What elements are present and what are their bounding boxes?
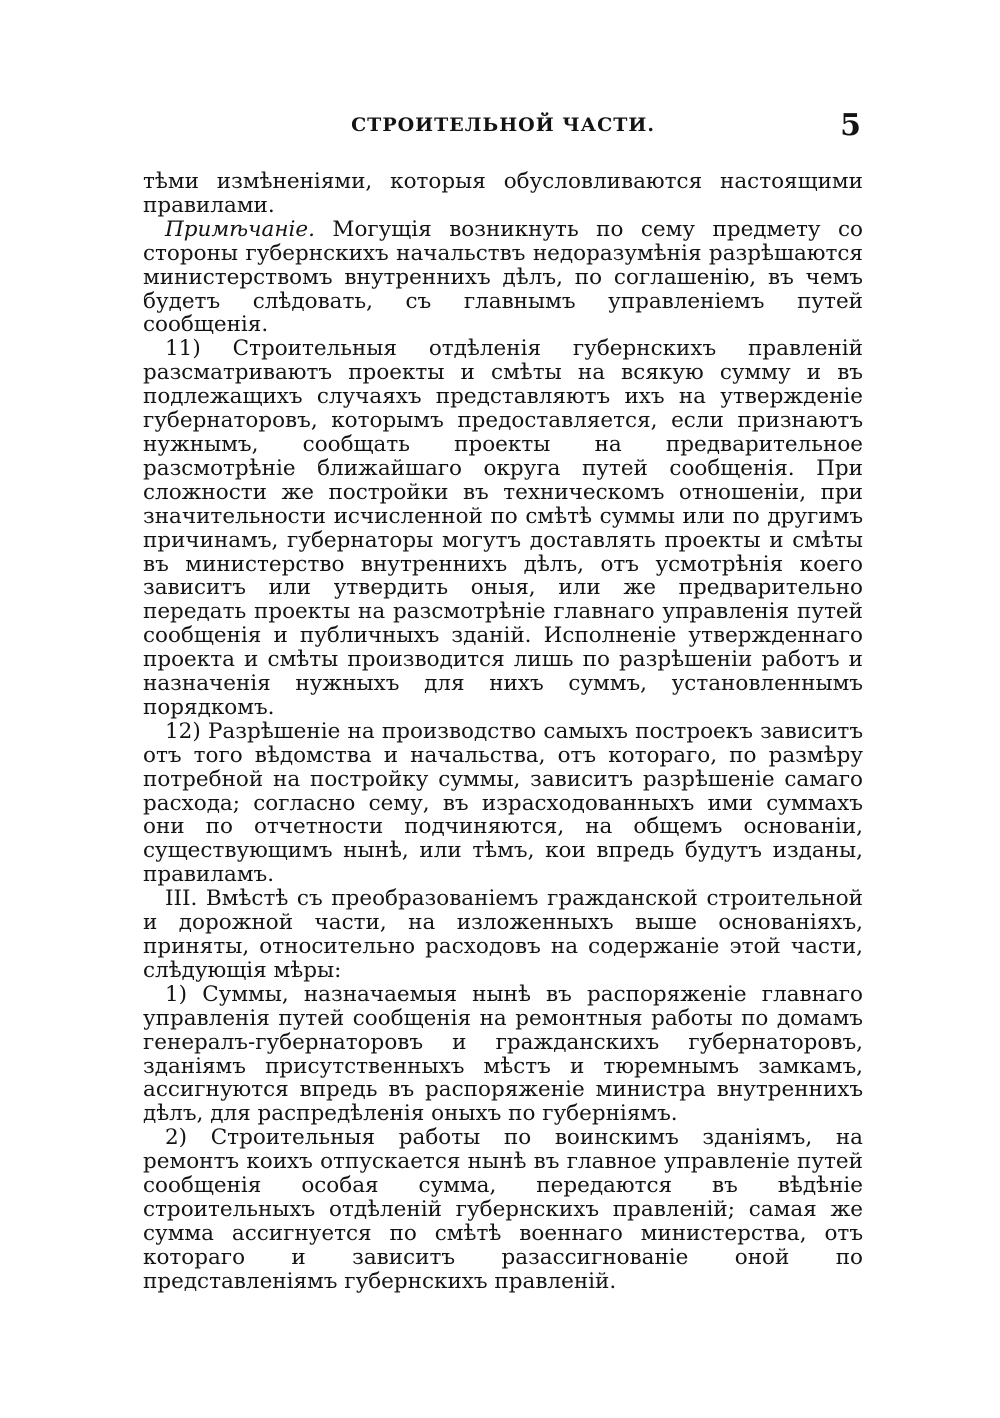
note-text: Могущія возникнуть по сему предмету со стороны губернскихъ начальствъ недоразумѣнія разрѣшаются министерствомъ внутреннихъ дѣлъ, по соглашенію, въ чемъ будетъ слѣдовать, съ главнымъ управленіемъ путей сообщенія. <box>143 216 863 338</box>
paragraph-III: III. Вмѣстѣ съ преобразованіемъ гражданской строительной и дорожной части, на изложенныхъ выше основаніяхъ, приняты, относительно расходовъ на содержаніе этой части, слѣдующія мѣры: <box>143 886 863 983</box>
running-head <box>143 108 863 148</box>
note-label: Примѣчаніе. <box>165 216 315 242</box>
paragraph-12: 12) Разрѣшеніе на производство самыхъ построекъ зависитъ отъ того вѣдомства и начальства, отъ котораго, по размѣру потребной на постройку суммы, зависитъ разрѣшеніе самаго расхода; согласно сему, въ израсходованныхъ ими суммахъ они по отчетности подчиняются, на общемъ основаніи, существующимъ нынѣ, или тѣмъ, кои впредь будутъ изданы, правиламъ. <box>143 718 863 888</box>
note-paragraph <box>143 218 863 338</box>
paragraph-III-2: 2) Строительныя работы по воинскимъ зданіямъ, на ремонтъ коихъ отпускается нынѣ въ главное управленіе путей сообщенія особая сумма, передаются въ вѣдѣніе строительныхъ отдѣленій губернскихъ правленій; самая же сумма ассигнуется по смѣтѣ военнаго министерства, отъ котораго и зависитъ разассигнованіе оной по представленіямъ губернскихъ правленій. <box>143 1125 863 1294</box>
page-number: 5 <box>840 108 861 143</box>
paragraph-continuation: тѣми измѣненіями, которыя обусловливаются настоящими правилами. <box>143 169 863 218</box>
text-block <box>143 170 863 1294</box>
paragraph-III-1: 1) Суммы, назначаемыя нынѣ въ распоряженіе главнаго управленія путей сообщенія на ремонтныя работы по домамъ генералъ-губернаторовъ и гражданскихъ губернаторовъ, зданіямъ присутственныхъ мѣстъ и тюремнымъ замкамъ, ассигнуются впредь въ распоряженіе министра внутреннихъ дѣлъ, для распредѣленія оныхъ по губерніямъ. <box>143 981 863 1127</box>
running-title: СТРОИТЕЛЬНОЙ ЧАСТИ. <box>351 114 655 136</box>
paragraph-11: 11) Строительныя отдѣленія губернскихъ правленій разсматриваютъ проекты и смѣты на всякую сумму и въ подлежащихъ случаяхъ представляютъ ихъ на утвержденіе губернаторовъ, которымъ предоставляется, если признаютъ нужнымъ, сообщать проекты на предварительное разсмотрѣніе ближайшаго округа путей сообщенія. При сложности же постройки въ техническомъ отношеніи, при значительности исчисленной по смѣтѣ суммы или по другимъ причинамъ, губернаторы могутъ доставлять проекты и смѣты въ министерство внутреннихъ дѣлъ, отъ усмотрѣнія коего зависитъ или утвердить оныя, или же предварительно передать проекты на разсмотрѣніе главнаго управленія путей сообщенія и публичныхъ зданій. Исполненіе утвержденнаго проекта и смѣты производится лишь по разрѣшеніи работъ и назначенія нужныхъ для нихъ суммъ, установленнымъ порядкомъ. <box>143 336 863 720</box>
